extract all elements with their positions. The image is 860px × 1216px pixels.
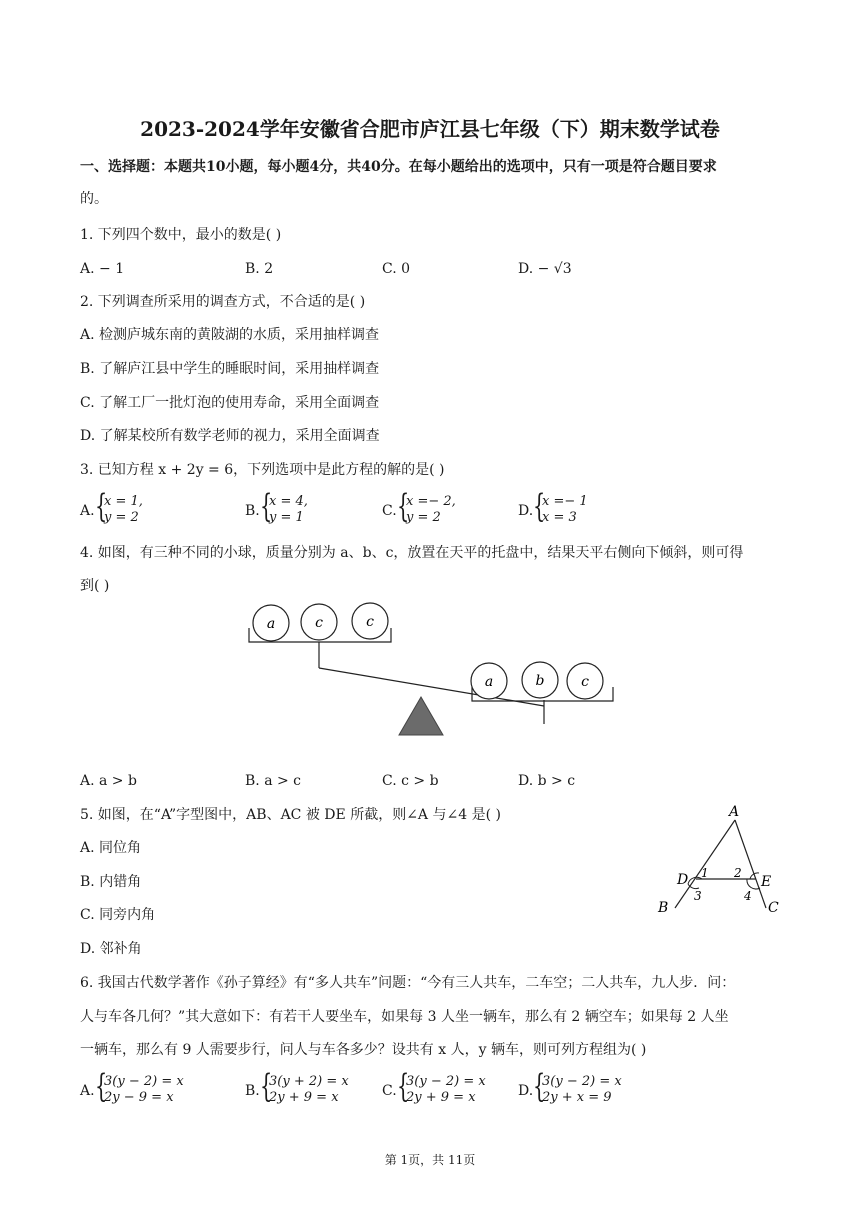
q3-b-eq2: y = 1 [269, 510, 304, 525]
page-title: 2023-2024学年安徽省合肥市庐江县七年级（下）期末数学试卷 [140, 117, 720, 141]
page-footer: 第 1页，共 11页 [384, 1153, 476, 1167]
q5-option-d: D. 邻补角 [80, 941, 142, 957]
right-ball-1-label: a [484, 674, 494, 690]
q3-d-eq2: x = 3 [542, 510, 577, 525]
q2-option-d: D. 了解某校所有数学老师的视力，采用全面调查 [80, 428, 380, 444]
q3-stem: 3. 已知方程 x + 2y = 6，下列选项中是此方程的解的是( ) [80, 462, 445, 478]
q3-c-eq1: x =− 2, [406, 494, 456, 509]
q5-option-b: B. 内错角 [80, 874, 142, 890]
brace-icon: { [95, 487, 108, 525]
q6-a-label: A. [80, 1083, 95, 1099]
angle-label-3: 3 [694, 889, 702, 903]
beam [319, 668, 544, 706]
q6-d-eq2: 2y + x = 9 [542, 1090, 612, 1105]
fulcrum-triangle [399, 697, 443, 735]
line-ab [675, 820, 735, 908]
section-heading-line1: 一、选择题：本题共10小题，每小题4分，共40分。在每小题给出的选项中，只有一项是符合题目要求 [80, 159, 717, 175]
q6-b-eq2: 2y + 9 = x [269, 1090, 339, 1105]
brace-icon: { [260, 1067, 273, 1105]
q6-stem-line3: 一辆车，那么有 9 人需要步行，问人与车各多少？设共有 x 人，y 辆车，则可列方程组为( ) [80, 1042, 647, 1058]
q6-a-eq1: 3(y − 2) = x [104, 1074, 184, 1089]
angle-label-1: 1 [701, 866, 709, 880]
q1-option-d: D. − √3 [518, 261, 572, 277]
angle-label-2: 2 [734, 866, 742, 880]
section-heading-line2: 的。 [80, 191, 108, 207]
q4-stem-line1: 4. 如图，有三种不同的小球，质量分别为 a、b、c，放置在天平的托盘中，结果天平右侧向下倾斜，则可得 [80, 545, 744, 561]
q3-b-eq1: x = 4, [269, 494, 308, 509]
brace-icon: { [533, 487, 546, 525]
q4-option-b: B. a > c [245, 773, 302, 789]
q6-d-eq1: 3(y − 2) = x [542, 1074, 622, 1089]
q1-option-a: A. − 1 [80, 261, 125, 277]
brace-icon: { [397, 1067, 410, 1105]
left-ball-1-label: a [266, 616, 276, 632]
q2-option-c: C. 了解工厂一批灯泡的使用寿命，采用全面调查 [80, 395, 380, 411]
q3-c-eq2: y = 2 [406, 510, 441, 525]
label-e: E [761, 874, 772, 890]
q1-option-b: B. 2 [245, 261, 274, 277]
q6-c-eq2: 2y + 9 = x [406, 1090, 476, 1105]
q2-stem: 2. 下列调查所采用的调查方式，不合适的是( ) [80, 294, 366, 310]
a-shape-figure [650, 800, 790, 918]
right-ball-2-label: b [535, 673, 545, 689]
label-d: D [677, 872, 689, 888]
q3-c-label: C. [382, 503, 397, 519]
q1-stem: 1. 下列四个数中，最小的数是( ) [80, 227, 282, 243]
q5-option-a: A. 同位角 [80, 840, 142, 856]
q6-b-eq1: 3(y + 2) = x [269, 1074, 349, 1089]
q4-option-c: C. c > b [382, 773, 439, 789]
q4-option-d: D. b > c [518, 773, 576, 789]
q3-a-eq2: y = 2 [104, 510, 139, 525]
q6-b-label: B. [245, 1083, 260, 1099]
q6-a-eq2: 2y − 9 = x [104, 1090, 174, 1105]
label-c: C [768, 900, 779, 916]
q6-c-label: C. [382, 1083, 397, 1099]
q2-option-a: A. 检测庐城东南的黄陂湖的水质，采用抽样调查 [80, 327, 380, 343]
brace-icon: { [260, 487, 273, 525]
q3-b-label: B. [245, 503, 260, 519]
q6-stem-line2: 人与车各几何？”其大意如下：有若干人要坐车，如果每 3 人坐一辆车，那么有 2 辆空车；如果每 2 人坐 [80, 1009, 729, 1025]
label-b: B [658, 900, 669, 916]
q4-stem-line2: 到( ) [80, 578, 110, 594]
q5-stem: 5. 如图，在“A”字型图中，AB、AC 被 DE 所截，则∠A 与∠4 是( ) [80, 807, 501, 823]
q4-option-a: A. a > b [80, 773, 137, 789]
q3-a-label: A. [80, 503, 95, 519]
angle-label-4: 4 [744, 889, 752, 903]
q3-d-label: D. [518, 503, 534, 519]
q2-option-b: B. 了解庐江县中学生的睡眠时间，采用抽样调查 [80, 361, 380, 377]
brace-icon: { [533, 1067, 546, 1105]
right-ball-3-label: c [581, 674, 589, 690]
balance-scale-figure [240, 595, 620, 740]
left-ball-3-label: c [366, 614, 374, 630]
label-a: A [729, 804, 740, 820]
q6-c-eq1: 3(y − 2) = x [406, 1074, 486, 1089]
brace-icon: { [95, 1067, 108, 1105]
q6-d-label: D. [518, 1083, 534, 1099]
q1-option-c: C. 0 [382, 261, 411, 277]
q3-d-eq1: x =− 1 [542, 494, 588, 509]
brace-icon: { [397, 487, 410, 525]
q6-stem-line1: 6. 我国古代数学著作《孙子算经》有“多人共车”问题：“今有三人共车，二车空；二人共车，九人步．问： [80, 975, 736, 991]
q5-option-c: C. 同旁内角 [80, 907, 156, 923]
q3-a-eq1: x = 1, [104, 494, 143, 509]
left-ball-2-label: c [315, 615, 323, 631]
angle-arc-3 [688, 884, 699, 889]
